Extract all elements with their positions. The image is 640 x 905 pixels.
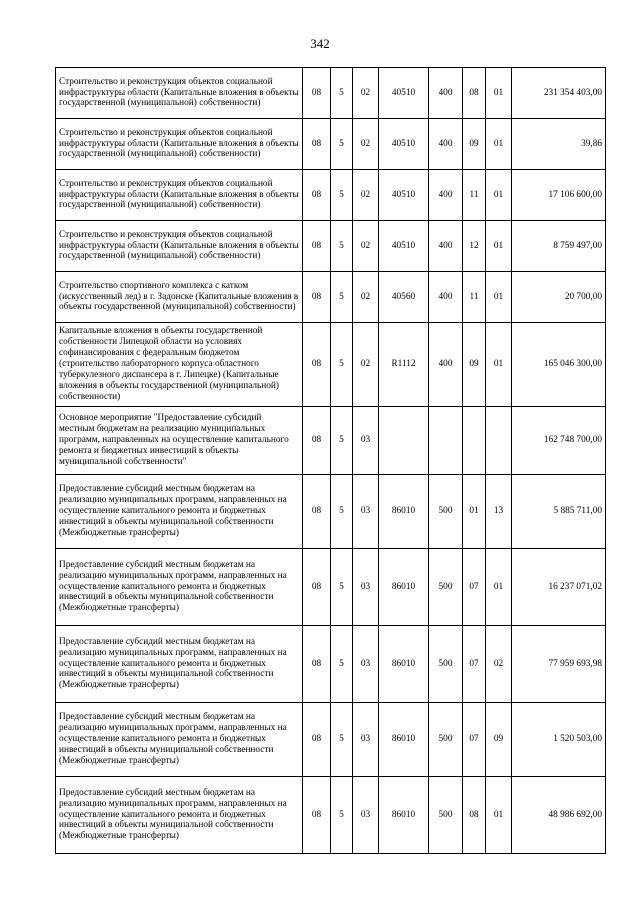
cell-subsection-code: 01 [486, 170, 512, 221]
cell-target-code: 40510 [379, 221, 429, 272]
cell-section-code: 11 [463, 272, 486, 323]
row-description: Основное мероприятие "Предоставление субсидий местным бюджетам на реализацию муниципальных программ, направленных на осуществление капитального ремонта и бюджетных инвестиций в объекты муниципальной собственности" [56, 407, 303, 475]
cell-ministry-code: 08 [303, 221, 331, 272]
cell-subsection-code: 01 [486, 221, 512, 272]
cell-subsection-code: 01 [486, 119, 512, 170]
cell-expense-type-code [429, 407, 463, 475]
row-description: Предоставление субсидий местным бюджетам на реализацию муниципальных программ, направленных на осуществление капитального ремонта и бюджетных инвестиций в объекты муниципальной собственности (Межбюджетные трансферты) [56, 475, 303, 549]
cell-section-code [463, 407, 486, 475]
cell-subprogram-code: 03 [353, 407, 379, 475]
cell-subsection-code: 01 [486, 777, 512, 854]
cell-amount: 17 106 600,00 [512, 170, 606, 221]
cell-section-code: 07 [463, 549, 486, 626]
table-row [56, 407, 606, 475]
cell-amount: 48 986 692,00 [512, 777, 606, 854]
table-row [56, 119, 606, 170]
cell-subprogram-code: 03 [353, 703, 379, 777]
row-description: Строительство и реконструкция объектов социальной инфраструктуры области (Капитальные вложения в объекты государственной (муниципальной) собственности) [56, 68, 303, 119]
cell-section-code: 01 [463, 475, 486, 549]
row-description: Капитальные вложения в объекты государственной собственности Липецкой области на условиях софинансирования с федеральным бюджетом (строительство лабораторного корпуса областного туберкулезного диспансера в г. Липецке) (Капитальные вложения в объекты государственной (муниципальной) собственности) [56, 323, 303, 407]
cell-expense-type-code: 400 [429, 68, 463, 119]
cell-expense-type-code: 500 [429, 626, 463, 703]
cell-subprogram-code: 02 [353, 119, 379, 170]
cell-section-code: 07 [463, 626, 486, 703]
cell-target-code: 86010 [379, 777, 429, 854]
cell-section-code: 11 [463, 170, 486, 221]
table-row [56, 323, 606, 407]
row-description: Предоставление субсидий местным бюджетам на реализацию муниципальных программ, направленных на осуществление капитального ремонта и бюджетных инвестиций в объекты муниципальной собственности (Межбюджетные трансферты) [56, 549, 303, 626]
cell-program-code: 5 [331, 221, 353, 272]
cell-ministry-code: 08 [303, 549, 331, 626]
row-description: Строительство и реконструкция объектов социальной инфраструктуры области (Капитальные вложения в объекты государственной (муниципальной) собственности) [56, 119, 303, 170]
cell-section-code: 08 [463, 777, 486, 854]
table-row [56, 221, 606, 272]
table-row [56, 170, 606, 221]
row-description: Предоставление субсидий местным бюджетам на реализацию муниципальных программ, направленных на осуществление капитального ремонта и бюджетных инвестиций в объекты муниципальной собственности (Межбюджетные трансферты) [56, 703, 303, 777]
cell-section-code: 08 [463, 68, 486, 119]
cell-program-code: 5 [331, 777, 353, 854]
cell-amount: 231 354 403,00 [512, 68, 606, 119]
row-description: Строительство и реконструкция объектов социальной инфраструктуры области (Капитальные вложения в объекты государственной (муниципальной) собственности) [56, 170, 303, 221]
cell-subsection-code: 01 [486, 272, 512, 323]
row-description: Строительство спортивного комплекса с катком (искусственный лед) в г. Задонске (Капитальные вложения в объекты государственной (муниципальной) собственности) [56, 272, 303, 323]
cell-amount: 8 759 497,00 [512, 221, 606, 272]
cell-program-code: 5 [331, 626, 353, 703]
cell-ministry-code: 08 [303, 170, 331, 221]
cell-subprogram-code: 02 [353, 170, 379, 221]
cell-ministry-code: 08 [303, 68, 331, 119]
cell-expense-type-code: 400 [429, 323, 463, 407]
cell-section-code: 09 [463, 323, 486, 407]
cell-expense-type-code: 400 [429, 119, 463, 170]
cell-target-code: 86010 [379, 549, 429, 626]
page-number: 342 [310, 36, 330, 51]
cell-program-code: 5 [331, 475, 353, 549]
cell-target-code [379, 407, 429, 475]
cell-subprogram-code: 02 [353, 323, 379, 407]
cell-section-code: 09 [463, 119, 486, 170]
cell-subsection-code: 01 [486, 68, 512, 119]
cell-target-code: 86010 [379, 626, 429, 703]
cell-subsection-code: 13 [486, 475, 512, 549]
table-row [56, 68, 606, 119]
cell-ministry-code: 08 [303, 119, 331, 170]
cell-expense-type-code: 500 [429, 549, 463, 626]
cell-expense-type-code: 500 [429, 777, 463, 854]
row-description: Предоставление субсидий местным бюджетам на реализацию муниципальных программ, направленных на осуществление капитального ремонта и бюджетных инвестиций в объекты муниципальной собственности (Межбюджетные трансферты) [56, 777, 303, 854]
row-description: Предоставление субсидий местным бюджетам на реализацию муниципальных программ, направленных на осуществление капитального ремонта и бюджетных инвестиций в объекты муниципальной собственности (Межбюджетные трансферты) [56, 626, 303, 703]
table-row [56, 626, 606, 703]
cell-subsection-code: 09 [486, 703, 512, 777]
cell-expense-type-code: 400 [429, 221, 463, 272]
cell-amount: 162 748 700,00 [512, 407, 606, 475]
cell-target-code: 86010 [379, 703, 429, 777]
cell-ministry-code: 08 [303, 407, 331, 475]
cell-target-code: 40510 [379, 170, 429, 221]
cell-amount: 1 520 503,00 [512, 703, 606, 777]
cell-subsection-code: 01 [486, 323, 512, 407]
cell-subprogram-code: 02 [353, 221, 379, 272]
cell-expense-type-code: 500 [429, 475, 463, 549]
cell-subprogram-code: 02 [353, 272, 379, 323]
cell-subsection-code: 02 [486, 626, 512, 703]
cell-subprogram-code: 03 [353, 777, 379, 854]
cell-expense-type-code: 500 [429, 703, 463, 777]
cell-amount: 16 237 071,02 [512, 549, 606, 626]
cell-section-code: 07 [463, 703, 486, 777]
cell-program-code: 5 [331, 407, 353, 475]
cell-target-code: 40510 [379, 119, 429, 170]
budget-table-body [56, 68, 606, 854]
cell-target-code: 86010 [379, 475, 429, 549]
cell-ministry-code: 08 [303, 777, 331, 854]
cell-ministry-code: 08 [303, 626, 331, 703]
cell-program-code: 5 [331, 170, 353, 221]
cell-ministry-code: 08 [303, 272, 331, 323]
cell-target-code: 40510 [379, 68, 429, 119]
table-row [56, 549, 606, 626]
cell-amount: 20 700,00 [512, 272, 606, 323]
cell-subprogram-code: 03 [353, 549, 379, 626]
cell-subprogram-code: 03 [353, 475, 379, 549]
cell-subprogram-code: 02 [353, 68, 379, 119]
budget-table [55, 67, 606, 854]
cell-amount: 39,86 [512, 119, 606, 170]
cell-program-code: 5 [331, 68, 353, 119]
table-row [56, 703, 606, 777]
cell-program-code: 5 [331, 272, 353, 323]
cell-ministry-code: 08 [303, 323, 331, 407]
table-row [56, 777, 606, 854]
cell-subsection-code [486, 407, 512, 475]
cell-amount: 5 885 711,00 [512, 475, 606, 549]
cell-section-code: 12 [463, 221, 486, 272]
cell-ministry-code: 08 [303, 703, 331, 777]
cell-expense-type-code: 400 [429, 170, 463, 221]
cell-subprogram-code: 03 [353, 626, 379, 703]
cell-target-code: R1112 [379, 323, 429, 407]
cell-program-code: 5 [331, 119, 353, 170]
cell-ministry-code: 08 [303, 475, 331, 549]
table-row [56, 475, 606, 549]
cell-amount: 77 959 693,98 [512, 626, 606, 703]
cell-program-code: 5 [331, 703, 353, 777]
cell-program-code: 5 [331, 323, 353, 407]
cell-subsection-code: 01 [486, 549, 512, 626]
cell-target-code: 40560 [379, 272, 429, 323]
cell-expense-type-code: 400 [429, 272, 463, 323]
table-row [56, 272, 606, 323]
row-description: Строительство и реконструкция объектов социальной инфраструктуры области (Капитальные вложения в объекты государственной (муниципальной) собственности) [56, 221, 303, 272]
cell-amount: 165 046 300,00 [512, 323, 606, 407]
cell-program-code: 5 [331, 549, 353, 626]
